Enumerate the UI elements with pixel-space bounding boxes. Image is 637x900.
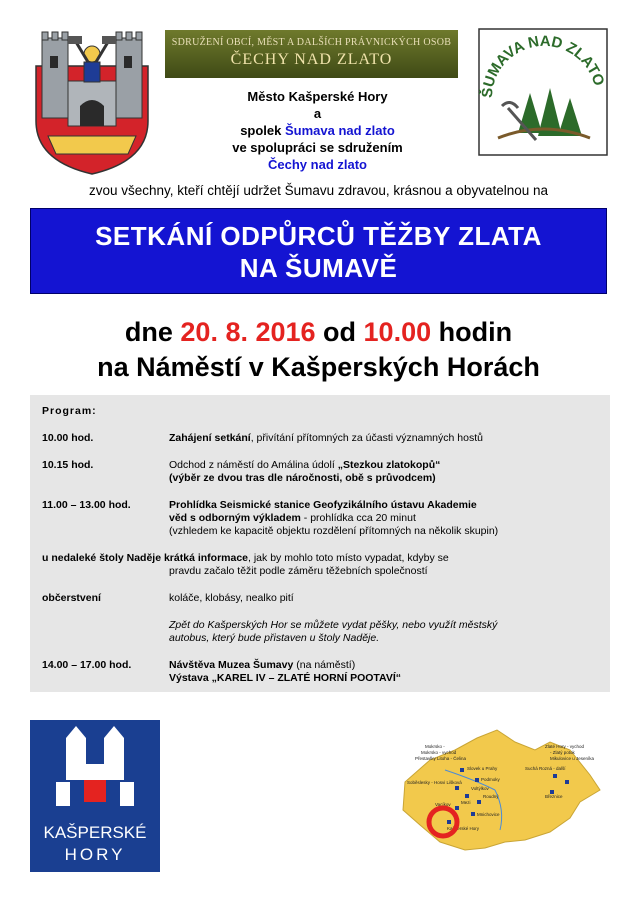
town-crest xyxy=(28,26,156,176)
program-time-7: 14.00 – 17.00 hod. xyxy=(42,659,132,671)
event-time: 10.00 xyxy=(363,317,432,347)
event-place: na Náměstí v Kašperských Horách xyxy=(97,352,540,382)
sumava-logo-text: ŠUMAVA NAD ZLATO xyxy=(478,32,608,99)
event-title-line1: SETKÁNÍ ODPŮRCŮ TĚŽBY ZLATA xyxy=(95,221,542,251)
program-item-3-title2: věd s odborným výkladem xyxy=(169,512,301,524)
organizer-town: Město Kašperské Hory xyxy=(247,89,388,104)
map-label-votylkov: Voltýlkov xyxy=(471,786,489,791)
program-item-2-title: „Stezkou zlatokopů“ xyxy=(337,459,441,471)
event-title-box xyxy=(30,208,607,294)
organizer-and: a xyxy=(313,106,322,121)
banner-title: ČECHY NAD ZLATO xyxy=(230,51,393,68)
program-time-3: 11.00 – 13.00 hod. xyxy=(42,499,131,511)
kasperske-hory-logo xyxy=(30,720,160,872)
program-item-3-line2 xyxy=(169,512,416,525)
program-return-line1: Zpět do Kašperských Hor se můžete vydat pěšky, nebo využít městský xyxy=(169,619,498,631)
organizers-block xyxy=(150,88,485,173)
map-label-zlaty-potok: - Zlatý potok xyxy=(550,750,575,755)
program-item-3-title: Prohlídka Seismické stanice Geofyzikálního ústavu Akademie xyxy=(169,499,477,511)
kh-logo-line2: HORY xyxy=(64,845,126,864)
program-item-7-line2: Výstava „KAREL IV – ZLATÉ HORNÍ POOTAVÍ“ xyxy=(169,672,402,684)
organizer-partner: Čechy nad zlato xyxy=(268,157,367,172)
program-item-4-text: , jak by mohlo toto místo vypadat, kdyby se xyxy=(248,552,449,564)
map-label-roudny: Roudný xyxy=(483,794,499,799)
date-prefix: dne xyxy=(124,317,181,347)
organizer-association-prefix: spolek xyxy=(240,123,285,138)
event-date-line xyxy=(0,317,637,348)
program-item-7-title: Návštěva Muzea Šumavy xyxy=(169,659,294,671)
program-return-line2: autobus, který bude přistaven u štoly Naděje. xyxy=(169,632,380,644)
czech-map-icon xyxy=(385,720,607,870)
map-label-mnichovice: Mnichovice xyxy=(477,812,500,817)
program-refreshments-text: koláče, klobásy, nealko pití xyxy=(169,592,294,604)
sumava-logo-icon xyxy=(478,28,608,156)
program-item-7 xyxy=(169,659,355,672)
program-item-4-title: u nedaleké štoly Naděje krátká informace xyxy=(42,552,249,564)
program-item-2 xyxy=(169,459,440,472)
program-time-2: 10.15 hod. xyxy=(42,459,94,471)
map-label-sobolesky: Soběslesky - Hosvi Lišková xyxy=(407,780,462,785)
program-item-4-line2: pravdu začalo těžit podle záměru těžebních společností xyxy=(169,565,428,577)
map-label-podmoky: Podmoky xyxy=(481,777,500,782)
program-box xyxy=(30,395,610,692)
map-label-mokrsko2: Mokrsko - vychod xyxy=(421,750,457,755)
organizer-association xyxy=(150,122,485,139)
program-item-1-title: Zahájení setkání xyxy=(169,432,251,444)
map-label-slovek: Slovek u Prahy xyxy=(467,766,498,771)
time-prefix: od xyxy=(315,317,364,347)
program-refreshments-label: občerstvení xyxy=(42,592,101,604)
program-item-3-text2: - prohlídka cca 20 minut xyxy=(300,512,416,524)
kh-logo-line1: KAŠPERSKÉ xyxy=(43,823,147,842)
map-label-vacikov: Vacíkov xyxy=(435,802,451,807)
program-item-1 xyxy=(169,432,483,445)
organizer-association-name: Šumava nad zlato xyxy=(284,123,395,138)
time-suffix: hodin xyxy=(431,317,513,347)
sumava-nad-zlato-logo xyxy=(478,28,608,156)
kasperske-hory-logo-icon xyxy=(30,720,160,872)
map-label-mezi: Mezi xyxy=(461,800,471,805)
program-heading: Program: xyxy=(42,405,97,417)
program-time-1: 10.00 hod. xyxy=(42,432,94,444)
banner-subtitle: SDRUŽENÍ OBCÍ, MĚST A DALŠÍCH PRÁVNICKÝCH OSOB xyxy=(171,37,452,48)
map-label-prestavlky: Přestavlky Litoha - Čelina xyxy=(415,756,467,761)
program-item-4 xyxy=(42,552,449,565)
crest-icon xyxy=(28,26,156,176)
map-label-kasperske: Kašperské Hory xyxy=(447,826,480,831)
program-item-7-text: (na náměstí) xyxy=(293,659,356,671)
program-item-1-text: , přivítání přítomných za účasti významných hostů xyxy=(250,432,483,444)
association-banner xyxy=(165,30,458,78)
map-label-sucha: Suchá Rozná - další xyxy=(525,766,566,771)
map-label-mikulovice: Mikulovice u Jeseníka xyxy=(550,756,595,761)
event-date: 20. 8. 2016 xyxy=(180,317,316,347)
organizer-cooperation: ve spolupráci se sdružením xyxy=(232,140,403,155)
program-item-2-line2: (výběr ze dvou tras dle náročnosti, obě s průvodcem) xyxy=(169,472,436,484)
program-item-3-line3: (vzhledem ke kapacitě objektu rozdělení přítomných na několik skupin) xyxy=(169,525,499,537)
map-label-mokrsko: Mokrsko - xyxy=(425,744,445,749)
program-item-2-text: Odchod z náměstí do Amálina údolí xyxy=(169,459,338,471)
event-title-line2: NA ŠUMAVĚ xyxy=(239,253,398,283)
gold-sites-map xyxy=(385,720,607,870)
map-label-zlate-hory: Zlaté Hory - vychod xyxy=(545,744,585,749)
invitation-tagline: zvou všechny, kteří chtějí udržet Šumavu zdravou, krásnou a obyvatelnou na xyxy=(89,183,548,198)
map-label-brezni: Březnice xyxy=(545,794,563,799)
